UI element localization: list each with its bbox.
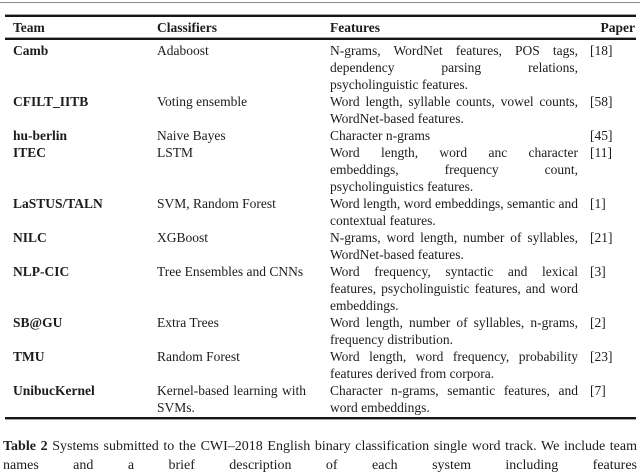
- features-cell: Word frequency, syntactic and lexical features, psycholinguistic features, and word embeddings.: [330, 264, 578, 313]
- table-row: [5, 382, 636, 416]
- table-caption: [3, 438, 637, 473]
- classifiers-cell: Tree Ensembles and CNNs: [157, 264, 304, 279]
- table-row: [5, 144, 636, 195]
- systems-table: [5, 14, 636, 420]
- team-cell: ITEC: [13, 145, 47, 160]
- team-cell: UnibucKernel: [13, 383, 95, 398]
- team-cell: TMU: [13, 349, 45, 364]
- paper-ref-cell: [7]: [590, 383, 606, 398]
- classifiers-cell: SVM, Random Forest: [157, 196, 276, 211]
- classifiers-cell: Adaboost: [157, 43, 209, 58]
- paper-ref-cell: [58]: [590, 94, 613, 109]
- table-bottom-rule: [5, 417, 636, 420]
- table-header-row: [5, 17, 636, 37]
- features-cell: Character n-grams: [330, 128, 431, 143]
- paper-ref-cell: [3]: [590, 264, 606, 279]
- paper-ref-cell: [11]: [590, 145, 612, 160]
- table-body: [5, 40, 636, 417]
- features-cell: Word length, word frequency, probability features derived from corpora.: [330, 349, 578, 381]
- paper-ref-cell: [21]: [590, 230, 613, 245]
- classifiers-cell: XGBoost: [157, 230, 209, 245]
- features-cell: N-grams, WordNet features, POS tags, dependency parsing relations, psycholinguistic features.: [330, 43, 578, 92]
- team-cell: LaSTUS/TALN: [13, 196, 103, 211]
- classifiers-cell: Random Forest: [157, 349, 240, 364]
- table-row: [5, 195, 636, 229]
- classifiers-cell: LSTM: [157, 145, 194, 160]
- table-row: [5, 127, 636, 144]
- features-cell: Word length, word embeddings, semantic and contextual features.: [330, 196, 578, 228]
- classifiers-cell: Naive Bayes: [157, 128, 226, 143]
- table-row: [5, 93, 636, 127]
- classifiers-cell: Kernel-based learning with SVMs.: [157, 383, 306, 415]
- team-cell: Camb: [13, 43, 49, 58]
- classifiers-cell: Voting ensemble: [157, 94, 248, 109]
- table-row: [5, 42, 636, 93]
- classifiers-cell: Extra Trees: [157, 315, 219, 330]
- features-cell: Word length, syllable counts, vowel counts, WordNet-based features.: [330, 94, 578, 126]
- features-cell: N-grams, word length, number of syllables, WordNet-based features.: [330, 230, 578, 262]
- table-caption-text: Systems submitted to the CWI–2018 English binary classification single word track. We include team names and a brief description of each system including features: [3, 439, 637, 473]
- team-cell: CFILT_IITB: [13, 94, 89, 109]
- table-row: [5, 314, 636, 348]
- table-row: [5, 263, 636, 314]
- paper-ref-cell: [45]: [590, 128, 613, 143]
- top-divider: [0, 2, 640, 3]
- table-row: [5, 348, 636, 382]
- paper-ref-cell: [2]: [590, 315, 606, 330]
- table-row: [5, 229, 636, 263]
- team-cell: NILC: [13, 230, 47, 245]
- paper-ref-cell: [1]: [590, 196, 606, 211]
- features-cell: Word length, number of syllables, n-grams, frequency distribution.: [330, 315, 578, 347]
- team-cell: hu-berlin: [13, 128, 68, 143]
- team-cell: SB@GU: [13, 315, 63, 330]
- team-cell: NLP-CIC: [13, 264, 70, 279]
- features-cell: Character n-grams, semantic features, and word embeddings.: [330, 383, 578, 415]
- paper-ref-cell: [23]: [590, 349, 613, 364]
- column-header-features: Features: [330, 20, 380, 35]
- column-header-team: Team: [13, 20, 45, 35]
- column-header-classifiers: Classifiers: [157, 20, 217, 35]
- column-header-paper: Paper: [600, 20, 635, 35]
- table-caption-label: Table 2: [3, 439, 48, 454]
- paper-ref-cell: [18]: [590, 43, 613, 58]
- features-cell: Word length, word anc character embeddings, frequency count, psycholinguistics features.: [330, 145, 578, 194]
